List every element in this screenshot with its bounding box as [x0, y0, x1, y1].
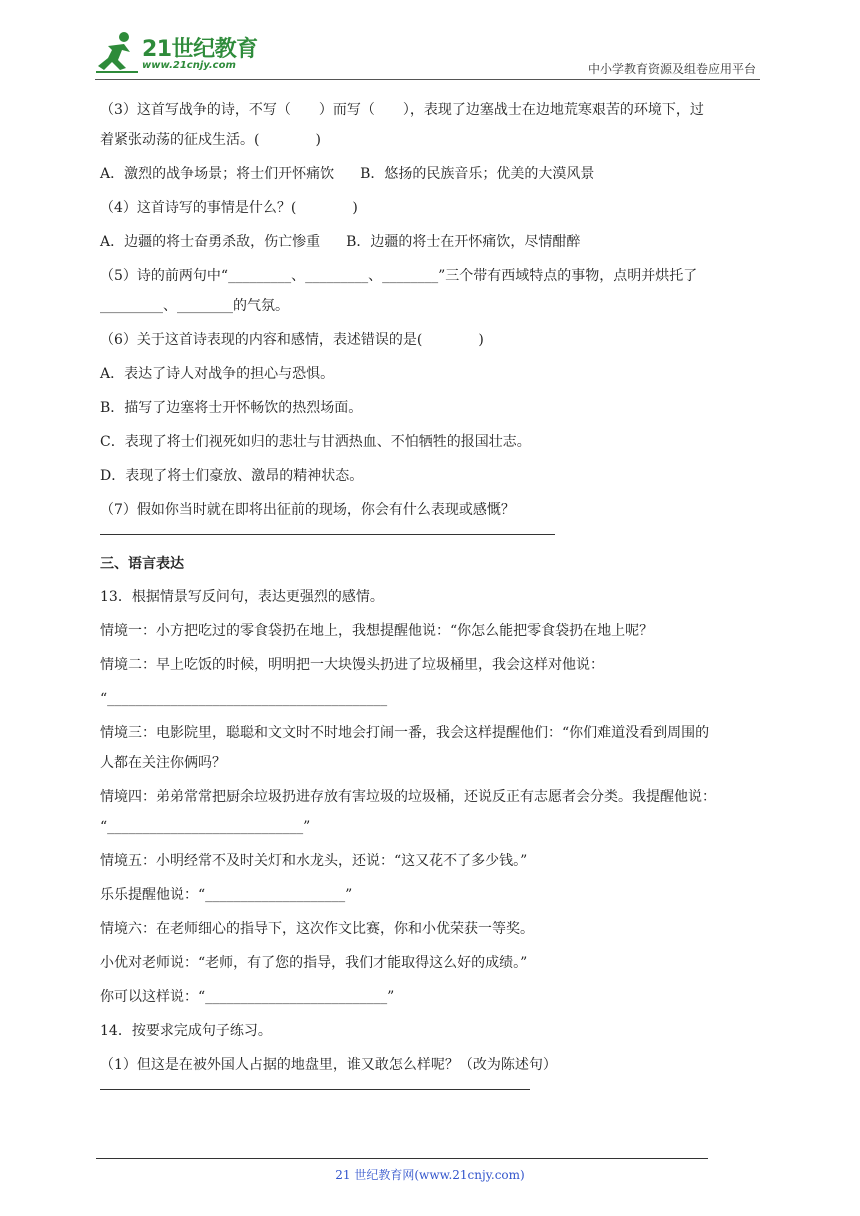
- q7-answer-line: [100, 534, 555, 535]
- q3-stem-line1: （3）这首写战争的诗，不写（ ）而写（ ），表现了边塞战士在边地荒寒艰苦的环境下，过: [100, 102, 704, 118]
- q3-option-a: A．激烈的战争场景；将士们开怀痛饮: [100, 166, 335, 182]
- q13-scene2-blank: “________________________________________: [100, 691, 388, 707]
- q3-stem-line2: 着紧张动荡的征戍生活。( ): [100, 132, 321, 148]
- logo-url: www.21cnjy.com: [142, 60, 236, 71]
- q13-scene1: 情境一：小方把吃过的零食袋扔在地上，我想提醒他说：“你怎么能把零食袋扔在地上呢？: [100, 623, 654, 639]
- q6-stem: （6）关于这首诗表现的内容和感情，表述错误的是( ): [100, 332, 484, 348]
- logo-text: 21世纪教育: [142, 37, 258, 62]
- q14-answer-line: [100, 1089, 530, 1090]
- q13-scene6: 情境六：在老师细心的指导下，这次作文比赛，你和小优荣获一等奖。: [100, 921, 534, 937]
- logo: [94, 30, 264, 78]
- q14-stem: 14．按要求完成句子练习。: [100, 1023, 272, 1039]
- page-header: [0, 0, 860, 82]
- q13-stem: 13．根据情景写反问句，表达更强烈的感情。: [100, 589, 384, 605]
- q4-option-b: B．边疆的将士在开怀痛饮，尽情酣醉: [346, 234, 581, 250]
- q13-scene6-quote: 小优对老师说：“老师，有了您的指导，我们才能取得这么好的成绩。”: [100, 955, 528, 971]
- q13-scene5: 情境五：小明经常不及时关灯和水龙头，还说：“这又花不了多少钱。”: [100, 853, 528, 869]
- q3-options: [100, 164, 765, 184]
- q6-option-a: A．表达了诗人对战争的担心与恐惧。: [100, 366, 335, 382]
- section-title: 三、语言表达: [100, 556, 184, 572]
- footer-text: 21 世纪教育网(www.21cnjy.com): [335, 1168, 525, 1182]
- runner-logo-icon: [94, 30, 140, 74]
- q13-scene3-line1: 情境三：电影院里，聪聪和文文时不时地会打闹一番，我会这样提醒他们：“你们难道没看到周围的: [100, 725, 710, 741]
- q6-option-d: D．表现了将士们豪放、激昂的精神状态。: [100, 468, 364, 484]
- q13-scene3-line2: 人都在关注你俩吗？: [100, 755, 226, 771]
- q5-stem-line1: （5）诗的前两句中“_________、_________、________”三个带有西域特点的事物，点明并烘托了: [100, 268, 698, 284]
- q13-scene4-blank: “____________________________”: [100, 819, 311, 835]
- q6-option-b: B．描写了边塞将士开怀畅饮的热烈场面。: [100, 400, 363, 416]
- q7-stem: （7）假如你当时就在即将出征前的现场，你会有什么表现或感慨？: [100, 502, 515, 518]
- platform-title: 中小学教育资源及组卷应用平台: [587, 62, 756, 76]
- q4-option-a: A．边疆的将士奋勇杀敌，伤亡惨重: [100, 234, 321, 250]
- document-body: [100, 100, 765, 1106]
- q14-sub1: （1）但这是在被外国人占据的地盘里，谁又敢怎么样呢？（改为陈述句）: [100, 1057, 557, 1073]
- q13-scene4-line1: 情境四：弟弟常常把厨余垃圾扔进存放有害垃圾的垃圾桶，还说反正有志愿者会分类。我提醒他说：: [100, 789, 716, 805]
- header-divider: [95, 79, 760, 80]
- q4-options: [100, 232, 765, 252]
- q13-scene5-blank: 乐乐提醒他说：“____________________”: [100, 887, 353, 903]
- q6-option-c: C．表现了将士们视死如归的悲壮与甘洒热血、不怕牺牲的报国壮志。: [100, 434, 531, 450]
- q13-scene6-blank: 你可以这样说：“__________________________”: [100, 989, 395, 1005]
- q3-option-b: B．悠扬的民族音乐；优美的大漠风景: [360, 166, 595, 182]
- q5-stem-line2: _________、________的气氛。: [100, 298, 289, 314]
- footer-divider: [96, 1158, 708, 1159]
- q13-scene2: 情境二：早上吃饭的时候，明明把一大块馒头扔进了垃圾桶里，我会这样对他说：: [100, 657, 604, 673]
- q4-stem: （4）这首诗写的事情是什么？( ): [100, 200, 358, 216]
